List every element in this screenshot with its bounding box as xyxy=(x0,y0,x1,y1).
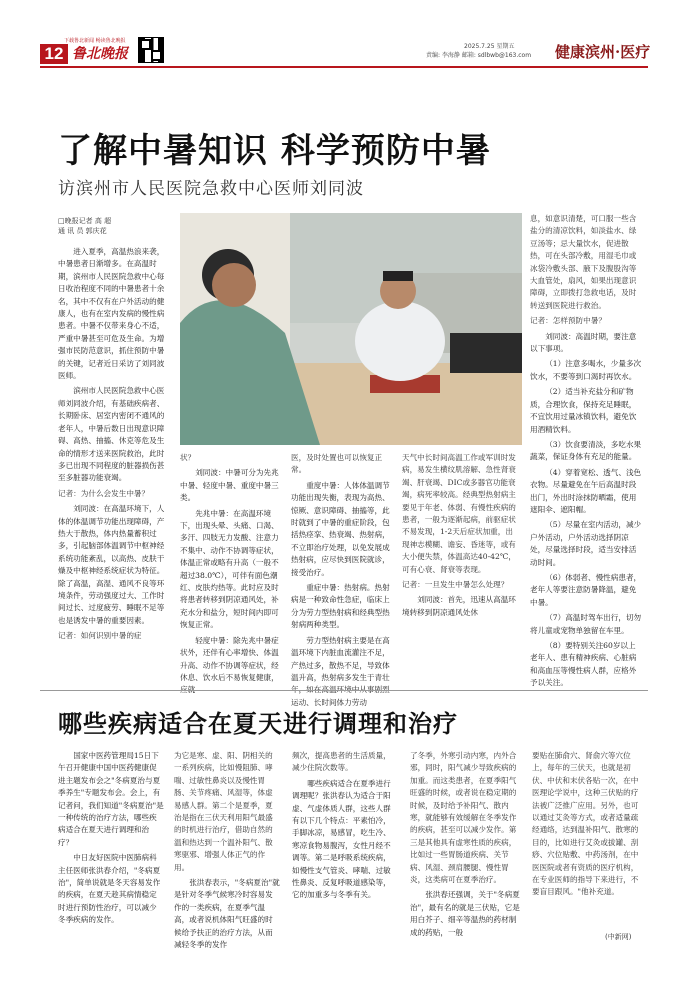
article2-title: 哪些疾病适合在夏天进行调理和治疗 xyxy=(58,709,458,738)
paragraph: （3）饮食要清淡，多吃水果蔬菜，保证身体有充足的能量。 xyxy=(530,439,642,462)
paragraph: （7）高温时驾车出行，切勿将儿童或宠物单独留在车里。 xyxy=(530,613,642,635)
article-photo xyxy=(180,213,522,445)
paragraph: （8）要特别关注60岁以上老年人、患有精神疾病、心脏病和高血压等慢性病人群，应格外予以关注。 xyxy=(530,641,637,688)
paragraph: 刘同波：首先，迅速从高温环境转移到阴凉通风处休 xyxy=(402,595,516,617)
question: 记者：为什么会发生中暑？ xyxy=(58,488,150,498)
paragraph: 轻度中暑：除先兆中暑症状外，还伴有心率增快、体温升高、动作不协调等症状，经休息、饮水后不易恢复健康， xyxy=(180,635,279,682)
article-subtitle: 访滨州市人民医院急救中心医师刘同波 xyxy=(58,179,364,199)
paragraph: 重度中暑：人体体温调节功能出现失衡，表现为高热、惊厥、意识障碍、抽搐等，此时就到了中暑的重症阶段，包括热痉挛、热衰竭、热射病，不立即治疗处理，以免发展成热射病，应尽快到医院就诊，接受治疗。 xyxy=(291,480,390,577)
byline-correspondent: 通 讯 员 郭庆花 xyxy=(58,227,107,235)
qr-code-icon xyxy=(138,37,164,63)
article1-column-1 xyxy=(58,246,170,646)
question: 记者：怎样预防中暑？ xyxy=(530,316,606,326)
paragraph: 张洪春表示，"冬病夏治"就是针对冬季气候寒冷时容易发作的一类疾病，在夏季气温高，或者说机体阳气旺盛的时候给予扶正的治疗方法，从而减轻冬季的发作 xyxy=(174,878,280,950)
paragraph: 哪些疾病适合在夏季进行调理呢？张洪春认为适合于阳虚、气虚体质人群，这些人群有以下几个特点：平素怕冷，手脚冰凉，易感冒，吃生冷、寒凉食物易腹泻，女性月经不调等。第二是呼吸系统疾病，如慢性支气管炎、哮喘、过敏性鼻炎、反复呼吸道感染等，它的加重多与冬季有关。 xyxy=(292,778,391,900)
paragraph: 频次，提高患者的生活质量，减少住院次数等。 xyxy=(292,751,391,773)
article-title: 了解中暑知识 科学预防中暑 xyxy=(58,131,491,171)
paragraph: （6）体弱者、慢性病患者，老年人等要注意防暑降温，避免中暑。 xyxy=(530,572,642,607)
editor-info: 责编: 李海静 邮箱: sdlbwb@163.com xyxy=(426,52,532,59)
section-title: 健康滨州·医疗 xyxy=(555,43,651,61)
paragraph: 刘同波：中暑可分为先兆中暑、轻度中暑、重度中暑三类。 xyxy=(180,468,279,503)
paragraph: （4）穿着宽松、透气、浅色衣物。尽量避免在午后高温时段出门，外出时涂抹防晒霜，使用遮阳伞、遮阳帽。 xyxy=(530,467,642,514)
article2-column-3 xyxy=(292,750,398,905)
paragraph: 重症中暑：热射病。热射病是一种致命性急症，临床上分为劳力型热射病和经典型热射病两种类型。 xyxy=(291,583,390,630)
paragraph: （2）适当补充盐分和矿物质，合理饮食，保持充足睡眠，不宜饮用过量冰镇饮料，避免饮用酒精饮料。 xyxy=(530,387,637,434)
article2-column-4 xyxy=(410,750,522,942)
doctor-consultation-image xyxy=(180,213,522,445)
paragraph: 了冬季，外寒引动内寒，内外合邪，同时，阳气减少导致疾病的加重。而这类患者，在夏季阳气旺盛的时候，或者说在稳定期的时候，及时给予补阳气、散内寒，就能够有效缓解在冬季发作的疾病，甚至可以减少发作。第三是其他具有虚寒性质的疾病，比如过一些胃肠道疾病、关节病、风湿、颈肩腰腿、慢性胃炎，这类病可在夏季治疗。 xyxy=(410,751,517,885)
paragraph: 状？ xyxy=(180,453,196,462)
section-separator xyxy=(40,690,648,691)
question: 记者：一旦发生中暑怎么处理？ xyxy=(402,580,509,590)
newspaper-logo: 鲁北晚报 xyxy=(72,46,128,62)
paragraph: 国家中医药管理局15日下午召开健康中国中医药健康促进主题发布会之"冬病夏治与夏季养生"专题发布会。会上，有记者问，我们知道"冬病夏治"是一种传统的治疗方法，哪些疾病适合在夏天进行调理和治疗？ xyxy=(58,751,164,847)
article2-column-2 xyxy=(174,750,280,955)
paragraph: （5）尽量在室内活动，减少户外活动，户外活动选择阴凉处，尽量选择时段，适当安排活动时间。 xyxy=(530,520,642,567)
page-number: 12 xyxy=(40,44,68,64)
paragraph: 进入夏季，高温热浪来袭，中暑患者日渐增多。在高温时期，滨州市人民医院急救中心每日收治程度不同的中暑患者十余名，其中不仅有在户外活动的健康人，也有在室内发病的慢性病患者。中暑不仅带来身心不适，严重中暑甚至可危及生命。为增强市民防范意识，抓住预防中暑的关键，记者近日采访了刘同波医师。 xyxy=(58,247,165,381)
article1-column-2 xyxy=(180,452,286,700)
article2-column-1 xyxy=(58,750,164,930)
article-source: (中新网) xyxy=(605,933,632,941)
paragraph: 天气中长时间高温工作或军训时发病，易发生横纹肌溶解、急性肾衰竭、肝衰竭、DIC或多器官功能衰竭，病死率较高。经典型热射病主要见于年老、体弱、有慢性疾病的患者，一般为逐渐起病，前驱症状不易发现，1-2天后症状加重，出现神志模糊、谵妄、昏迷等，或有大小便失禁，体温高达40-42℃，可有心衰、肾衰等表现。 xyxy=(402,453,516,574)
paragraph: 刘同波：在高温环境下，人体的体温调节功能出现障碍，产热大于散热，体内热量蓄积过多，引起脑部体温调节中枢神经系统功能紊乱，以高热、皮肤干燥及中枢神经系统症状为特征。除了高温，高湿、通风不良等环境条件，劳动强度过大、工作时间过长、过度疲劳、睡眠不足等也是诱发中暑的重要因素。 xyxy=(58,504,165,625)
header-divider xyxy=(40,66,648,68)
paragraph: 医，及时处置也可以恢复正常。 xyxy=(291,453,383,475)
paragraph: 先兆中暑：在高温环境下，出现头晕、头痛、口渴、多汗、四肢无力发酸、注意力不集中、动作不协调等症状，体温正常或略有升高（一般不超过38.0℃），可伴有面色潮红、皮肤灼热等。此时应及时将患者转移到阴凉通风处，补充水分和盐分，短时间内即可恢复正常。 xyxy=(180,508,279,630)
paragraph: 张洪春还强调，关于"冬病夏治"，最有名的就是三伏贴，它是用白芥子、细辛等温热的药材制成的药贴，一般 xyxy=(410,890,520,937)
header-slogan: 下载鲁北新闻 畅读鲁北晚报 xyxy=(64,38,126,44)
byline-reporter: □晚报记者 高 超 xyxy=(58,217,112,225)
paragraph: 刘同波：高温时期，要注意以下事项。 xyxy=(530,331,637,354)
article1-column-5 xyxy=(530,213,642,693)
article1-column-4 xyxy=(402,452,520,622)
paragraph: 要贴在肺俞穴、肾俞穴等穴位上，每年的三伏天，也就是初伏、中伏和末伏各贴一次，在中医理论学说中，这种三伏贴的疗法被广泛推广应用。另外，也可以通过艾灸等方式，或者适量疏经通络，达到温补阳气、散寒的目的，比如进行艾灸或拔罐、刮痧、穴位贴敷、中药汤剂，在中医医院或者有资质的医疗机构，在专业医师的指导下来进行，不要盲目跟风。"他补充道。 xyxy=(532,751,639,897)
question: 记者：如何识别中暑的症 xyxy=(58,631,142,641)
paragraph: 为它是寒、虚、阳、阴相关的一系列疾病，比如慢阻肺、哮喘、过敏性鼻炎以及慢性胃肠、关节疼痛、风湿等，体虚易感人群。第二个是夏季，夏治是指在三伏天利用阳气最盛的时机进行治疗，借助自然的温和热达到一个温补阳气、散寒驱邪、增强人体正气的作用。 xyxy=(174,751,273,872)
byline xyxy=(58,216,111,236)
article2-column-5 xyxy=(532,750,642,902)
paragraph: 滨州市人民医院急救中心医师刘同波介绍，有基础疾病者、长期卧床、居室内密闭不通风的老年人，中暑后数日出现意识障碍、高热、抽搐、休克等危及生命的情形才送来医院救治，此时多已出现不同程度的脏器损伤甚至多脏器功能衰竭。 xyxy=(58,386,165,483)
paragraph: 中日友好医院中医肺病科主任医师张洪春介绍，"冬病夏治"，简单说就是冬天容易发作的疾病，在夏天趁其病情稳定时进行预防性治疗，可以减少冬季疾病的发作。 xyxy=(58,853,161,925)
issue-date: 2025.7.25 星期五 xyxy=(464,43,515,50)
paragraph: 息，如意识清楚，可口服一些含盐分的清凉饮料，如淡盐水、绿豆汤等；忌大量饮水，促进散热，可在头部冷敷，用湿毛巾或冰袋冷敷头部、腋下及腹股沟等大血管处，扇风，如果出现意识障碍，立即拨打急救电话，及时转送到医院进行救治。 xyxy=(530,214,637,310)
paragraph: （1）注意多喝水，少量多次饮水，不要等到口渴时再饮水。 xyxy=(530,359,642,381)
article1-column-3 xyxy=(291,452,397,712)
paragraph: 劳力型热射病主要是在高温环境下内脏血流灌注不足，产热过多，散热不足，导致体温升高，热射病多发生于青壮 运动、长时间体力劳动 xyxy=(291,635,390,707)
